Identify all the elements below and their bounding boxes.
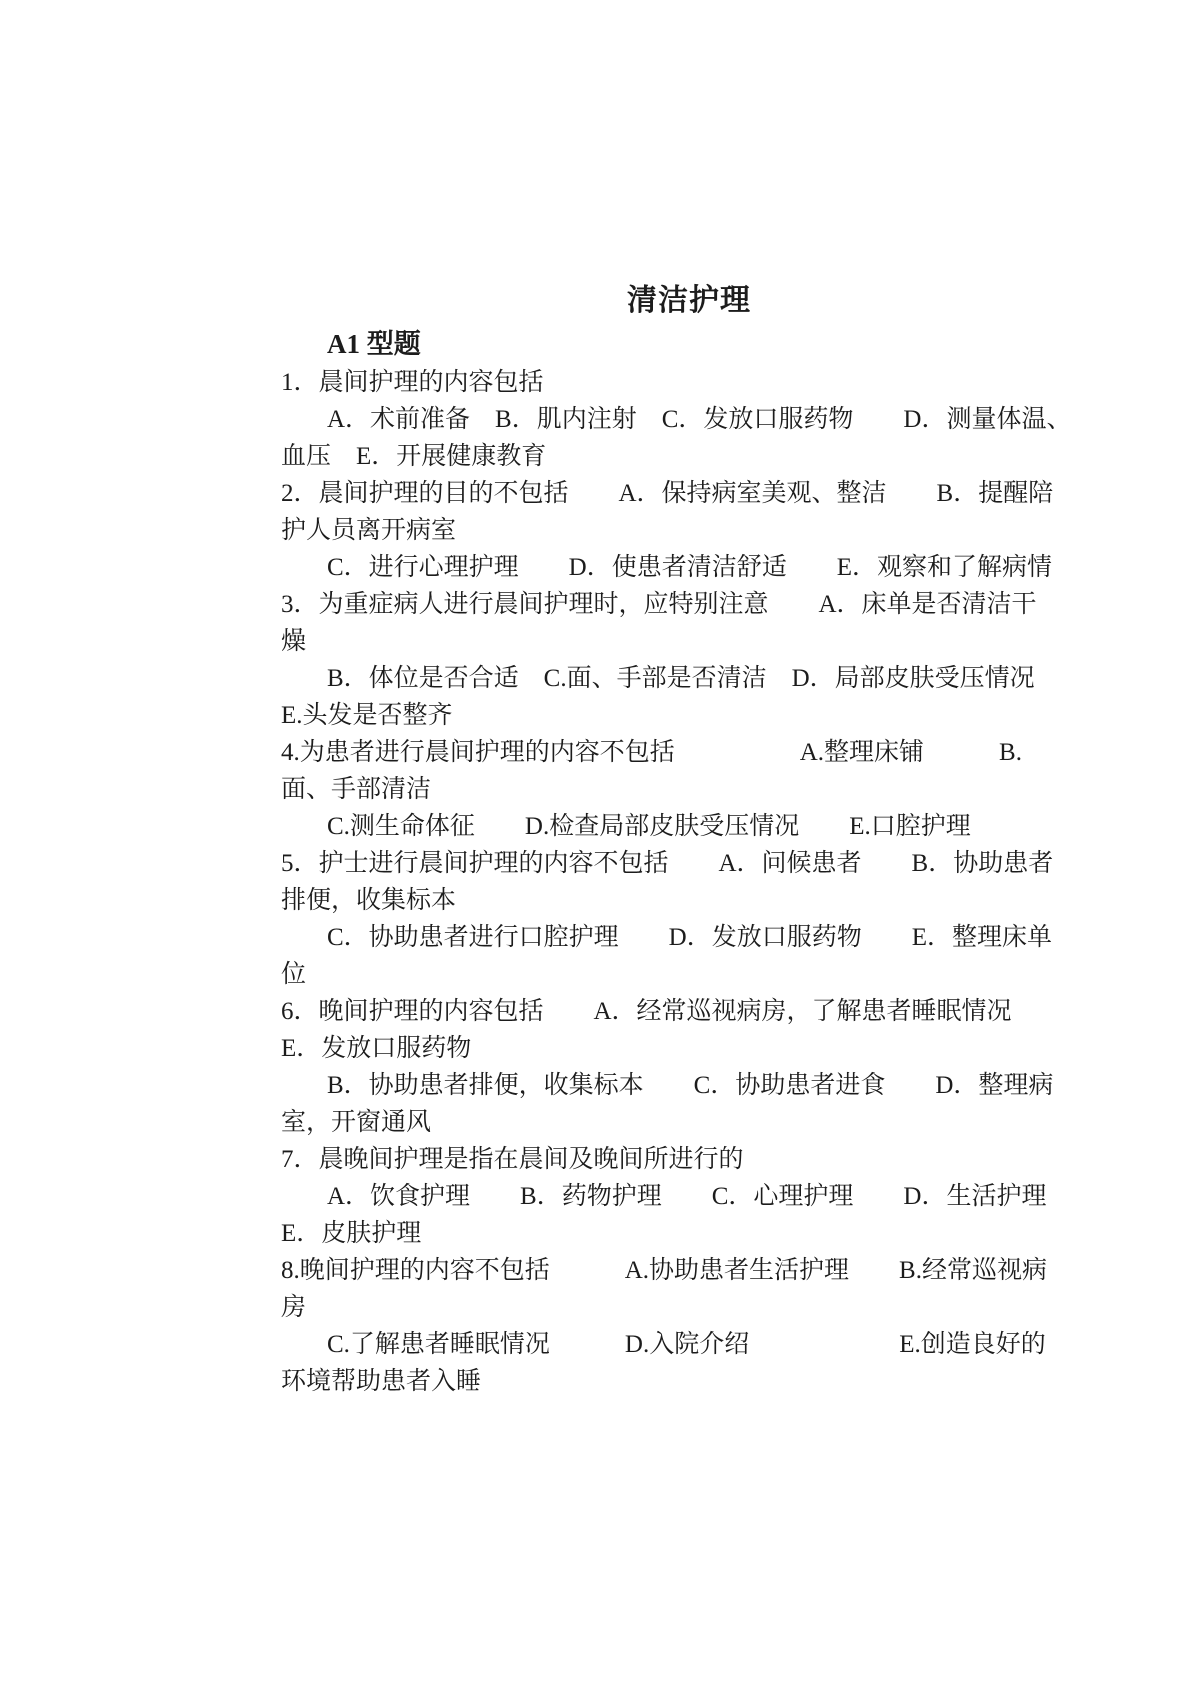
question-1-options: A．术前准备 B．肌内注射 C．发放口服药物 D．测量体温、 (327, 406, 1072, 433)
question-4-options: C.测生命体征 D.检查局部皮肤受压情况 E.口腔护理 (327, 813, 971, 840)
question-7-stem: 7．晨晚间护理是指在晨间及晚间所进行的 (281, 1146, 744, 1173)
question-2-stem: 2．晨间护理的目的不包括 A．保持病室美观、整洁 B．提醒陪 (281, 480, 1054, 507)
question-6-option-e: E．发放口服药物 (281, 1035, 472, 1062)
document-content (281, 283, 1073, 1400)
question-8-stem-continued: 房 (281, 1294, 307, 1321)
question-8-options: C.了解患者睡眠情况 D.入院介绍 E.创造良好的 (327, 1331, 1046, 1358)
document-title: 清洁护理 (627, 284, 751, 317)
question-6-options-continued: 室，开窗通风 (281, 1109, 432, 1136)
question-7-options: A．饮食护理 B．药物护理 C．心理护理 D．生活护理 (327, 1183, 1047, 1210)
question-5-options-continued: 位 (281, 961, 307, 988)
question-5-stem-continued: 排便，收集标本 (281, 887, 457, 914)
question-2-options: C．进行心理护理 D．使患者清洁舒适 E．观察和了解病情 (327, 554, 1053, 581)
question-8-stem: 8.晚间护理的内容不包括 A.协助患者生活护理 B.经常巡视病 (281, 1257, 1047, 1284)
question-1-options-continued: 血压 E．开展健康教育 (281, 443, 547, 470)
question-6-stem: 6．晚间护理的内容包括 A．经常巡视病房，了解患者睡眠情况 (281, 998, 1012, 1025)
question-3-stem-continued: 燥 (281, 628, 307, 655)
question-3-stem: 3．为重症病人进行晨间护理时，应特别注意 A．床单是否清洁干 (281, 591, 1037, 618)
question-6-options: B．协助患者排便，收集标本 C．协助患者进食 D．整理病 (327, 1072, 1054, 1099)
question-7-option-e: E．皮肤护理 (281, 1220, 422, 1247)
question-8-options-continued: 环境帮助患者入睡 (281, 1368, 482, 1395)
question-5-options: C．协助患者进行口腔护理 D．发放口服药物 E．整理床单 (327, 924, 1053, 951)
question-4-options-continued: 面、手部清洁 (281, 776, 432, 803)
question-2-stem-continued: 护人员离开病室 (281, 517, 457, 544)
question-4-stem: 4.为患者进行晨间护理的内容不包括 A.整理床铺 B. (281, 739, 1022, 766)
question-1-stem: 1．晨间护理的内容包括 (281, 369, 544, 396)
question-3-options-continued: E.头发是否整齐 (281, 702, 453, 729)
section-heading-a1: A1 型题 (327, 329, 421, 359)
question-5-stem: 5．护士进行晨间护理的内容不包括 A．问候患者 B．协助患者 (281, 850, 1054, 877)
question-3-options: B．体位是否合适 C.面、手部是否清洁 D．局部皮肤受压情况 (327, 665, 1035, 692)
